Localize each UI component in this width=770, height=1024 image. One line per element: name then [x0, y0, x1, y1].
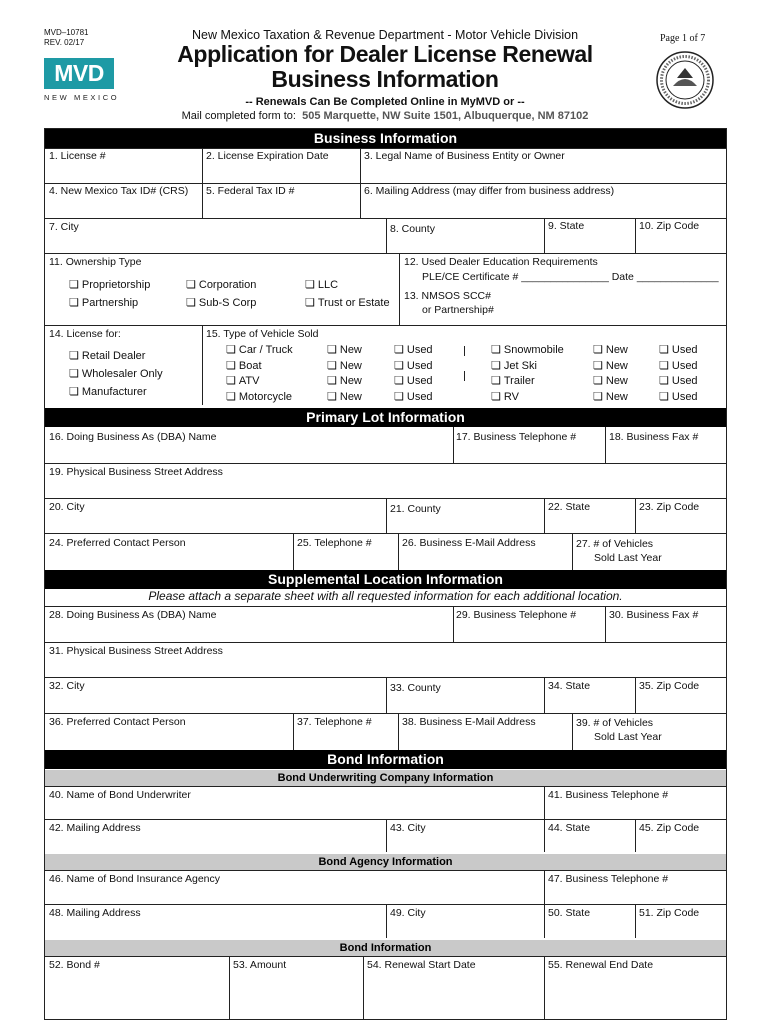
- city-label: 43. City: [390, 822, 426, 834]
- bond-underwriting-subheading: Bond Underwriting Company Information: [45, 770, 726, 786]
- telephone-label: 37. Telephone #: [297, 716, 372, 728]
- business-telephone-label: 41. Business Telephone #: [548, 789, 669, 801]
- city-label: 20. City: [49, 501, 85, 513]
- vehicle-used-checkbox[interactable]: ❏ Used: [394, 391, 433, 404]
- vehicle-new-checkbox[interactable]: ❏ New: [327, 360, 362, 373]
- zip-code-label: 45. Zip Code: [639, 822, 700, 834]
- ownership-corporation-checkbox[interactable]: ❏ Corporation: [186, 279, 256, 292]
- business-fax-label: 18. Business Fax #: [609, 431, 699, 443]
- email-address-label: 26. Business E-Mail Address: [402, 537, 536, 549]
- license-for-label: 14. License for:: [49, 328, 121, 340]
- vehicles-sold-sublabel: Sold Last Year: [594, 731, 662, 743]
- city-label: 32. City: [49, 680, 85, 692]
- partnership-number-label: or Partnership#: [422, 304, 494, 316]
- vehicle-trailer-checkbox[interactable]: ❏ Trailer: [491, 375, 535, 388]
- vehicle-atv-checkbox[interactable]: ❏ ATV: [226, 375, 259, 388]
- telephone-label: 25. Telephone #: [297, 537, 372, 549]
- vehicle-used-checkbox[interactable]: ❏ Used: [659, 375, 698, 388]
- physical-address-label: 31. Physical Business Street Address: [49, 645, 223, 657]
- vehicle-used-checkbox[interactable]: ❏ Used: [394, 375, 433, 388]
- mailing-address-label: 42. Mailing Address: [49, 822, 141, 834]
- physical-address-label: 19. Physical Business Street Address: [49, 466, 223, 478]
- application-form: [44, 128, 727, 1020]
- mail-address: 505 Marquette, NW Suite 1501, Albuquerque, NM 87102: [302, 110, 589, 122]
- page-number: Page 1 of 7: [660, 33, 706, 44]
- license-retail-dealer-checkbox[interactable]: ❏ Retail Dealer: [69, 350, 145, 363]
- ownership-llc-checkbox[interactable]: ❏ LLC: [305, 279, 338, 292]
- vehicle-used-checkbox[interactable]: ❏ Used: [659, 360, 698, 373]
- vehicles-sold-label: 27. # of Vehicles: [576, 538, 654, 550]
- ownership-partnership-checkbox[interactable]: ❏ Partnership: [69, 297, 138, 310]
- vehicle-new-checkbox[interactable]: ❏ New: [327, 375, 362, 388]
- state-label: 44. State: [548, 822, 591, 834]
- supplemental-location-heading: Supplemental Location Information: [45, 570, 726, 589]
- mvd-logo: MVD: [44, 58, 114, 89]
- mailing-address-label: 48. Mailing Address: [49, 907, 141, 919]
- vehicle-new-checkbox[interactable]: ❏ New: [593, 391, 628, 404]
- state-label: 22. State: [548, 501, 591, 513]
- county-label: 8. County: [390, 223, 435, 235]
- state-label: 34. State: [548, 680, 591, 692]
- city-label: 49. City: [390, 907, 426, 919]
- contact-person-label: 36. Preferred Contact Person: [49, 716, 186, 728]
- state-seal-icon: [655, 50, 715, 110]
- city-label: 7. City: [49, 221, 79, 233]
- revision-text: REV. 02/17: [44, 38, 85, 47]
- form-number-text: MVD–10781: [44, 28, 89, 37]
- county-label: 21. County: [390, 503, 441, 515]
- mail-label: Mail completed form to:: [181, 110, 296, 122]
- bond-agency-subheading: Bond Agency Information: [45, 854, 726, 870]
- online-renewal-note: -- Renewals Can Be Completed Online in MyMVD or --: [245, 96, 525, 108]
- mailing-address-label: 6. Mailing Address (may differ from business address): [364, 185, 615, 197]
- legal-name-label: 3. Legal Name of Business Entity or Owner: [364, 150, 565, 162]
- page-subtitle: Business Information: [271, 66, 499, 92]
- bond-information-heading: Bond Information: [45, 750, 726, 769]
- vehicle-type-label: 15. Type of Vehicle Sold: [206, 328, 319, 340]
- vehicle-new-checkbox[interactable]: ❏ New: [593, 375, 628, 388]
- dba-name-label: 28. Doing Business As (DBA) Name: [49, 609, 217, 621]
- business-fax-label: 30. Business Fax #: [609, 609, 699, 621]
- page-title: Application for Dealer License Renewal: [177, 41, 593, 67]
- vehicle-used-checkbox[interactable]: ❏ Used: [394, 344, 433, 357]
- primary-lot-heading: Primary Lot Information: [45, 408, 726, 427]
- supplemental-note: Please attach a separate sheet with all requested information for each additional location.: [148, 589, 623, 603]
- vehicle-new-checkbox[interactable]: ❏ New: [327, 344, 362, 357]
- bond-underwriter-name-label: 40. Name of Bond Underwriter: [49, 789, 191, 801]
- vehicle-used-checkbox[interactable]: ❏ Used: [394, 360, 433, 373]
- state-label: 50. State: [548, 907, 591, 919]
- vehicle-motorcycle-checkbox[interactable]: ❏ Motorcycle: [226, 391, 292, 404]
- business-telephone-label: 47. Business Telephone #: [548, 873, 669, 885]
- renewal-end-date-label: 55. Renewal End Date: [548, 959, 654, 971]
- ownership-trust-estate-checkbox[interactable]: ❏ Trust or Estate: [305, 297, 390, 310]
- vehicle-used-checkbox[interactable]: ❏ Used: [659, 391, 698, 404]
- bond-amount-label: 53. Amount: [233, 959, 287, 971]
- email-address-label: 38. Business E-Mail Address: [402, 716, 536, 728]
- renewal-start-date-label: 54. Renewal Start Date: [367, 959, 476, 971]
- vehicle-snowmobile-checkbox[interactable]: ❏ Snowmobile: [491, 344, 564, 357]
- dealer-education-label: 12. Used Dealer Education Requirements: [404, 256, 598, 268]
- mailing-instruction: [120, 110, 650, 122]
- vehicle-car-truck-checkbox[interactable]: ❏ Car / Truck: [226, 344, 293, 357]
- state-label: 9. State: [548, 220, 585, 232]
- license-number-label: 1. License #: [49, 150, 106, 162]
- vehicles-sold-sublabel: Sold Last Year: [594, 552, 662, 564]
- federal-tax-id-label: 5. Federal Tax ID #: [206, 185, 295, 197]
- business-telephone-label: 29. Business Telephone #: [456, 609, 577, 621]
- ownership-proprietorship-checkbox[interactable]: ❏ Proprietorship: [69, 279, 150, 292]
- vehicle-new-checkbox[interactable]: ❏ New: [593, 344, 628, 357]
- bond-info-subheading: Bond Information: [45, 940, 726, 956]
- vehicle-used-checkbox[interactable]: ❏ Used: [659, 344, 698, 357]
- logo-subtitle: NEW MEXICO: [44, 93, 120, 102]
- bond-number-label: 52. Bond #: [49, 959, 100, 971]
- ownership-type-label: 11. Ownership Type: [49, 256, 142, 268]
- form-number: [44, 28, 88, 48]
- zip-code-label: 35. Zip Code: [639, 680, 700, 692]
- bond-agency-name-label: 46. Name of Bond Insurance Agency: [49, 873, 221, 885]
- vehicle-boat-checkbox[interactable]: ❏ Boat: [226, 360, 262, 373]
- department-name: New Mexico Taxation & Revenue Department - Motor Vehicle Division: [191, 28, 579, 42]
- vehicle-jet-ski-checkbox[interactable]: ❏ Jet Ski: [491, 360, 537, 373]
- ple-ce-certificate-label: PLE/CE Certificate # _______________ Date ______________: [422, 271, 719, 283]
- contact-person-label: 24. Preferred Contact Person: [49, 537, 186, 549]
- zip-code-label: 10. Zip Code: [639, 220, 700, 232]
- license-expiration-label: 2. License Expiration Date: [206, 150, 329, 162]
- vehicles-sold-label: 39. # of Vehicles: [576, 717, 654, 729]
- zip-code-label: 23. Zip Code: [639, 501, 700, 513]
- vehicle-rv-checkbox[interactable]: ❏ RV: [491, 391, 519, 404]
- vehicle-new-checkbox[interactable]: ❏ New: [593, 360, 628, 373]
- nm-tax-id-label: 4. New Mexico Tax ID# (CRS): [49, 185, 189, 197]
- business-information-heading: Business Information: [45, 129, 726, 148]
- business-telephone-label: 17. Business Telephone #: [456, 431, 577, 443]
- vehicle-new-checkbox[interactable]: ❏ New: [327, 391, 362, 404]
- dba-name-label: 16. Doing Business As (DBA) Name: [49, 431, 217, 443]
- county-label: 33. County: [390, 682, 441, 694]
- license-manufacturer-checkbox[interactable]: ❏ Manufacturer: [69, 386, 147, 399]
- ownership-sub-s-corp-checkbox[interactable]: ❏ Sub-S Corp: [186, 297, 256, 310]
- license-wholesaler-checkbox[interactable]: ❏ Wholesaler Only: [69, 368, 163, 381]
- nmsos-scc-label: 13. NMSOS SCC#: [404, 290, 491, 302]
- zip-code-label: 51. Zip Code: [639, 907, 700, 919]
